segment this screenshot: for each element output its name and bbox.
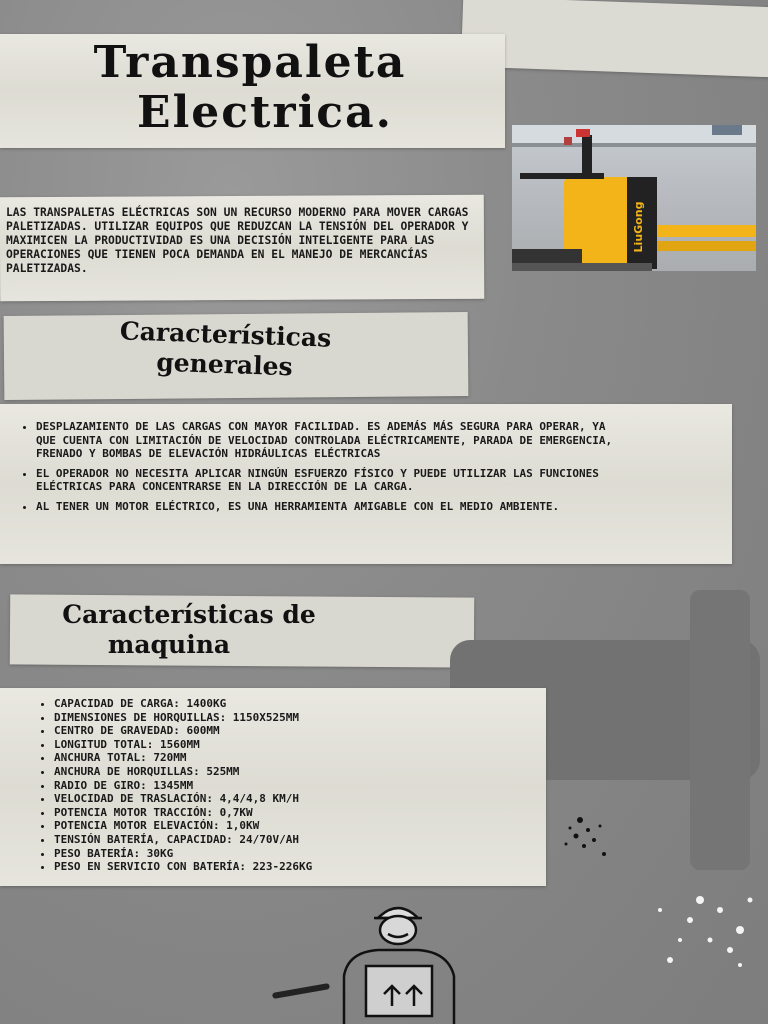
product-photo <box>512 125 756 271</box>
general-heading-line1: Características <box>119 316 332 353</box>
list-item: • EL OPERADOR NO NECESITA APLICAR NINGÚN ESFUERZO FÍSICO Y PUEDE UTILIZAR LAS FUNCIONES ELÉCTRICAS PARA CONCENTRARSE EN LA DIRECCIÓN DE LA CARGA. <box>36 467 616 494</box>
machine-heading <box>44 600 334 660</box>
list-item: • DIMENSIONES DE HORQUILLAS: 1150X525MM <box>54 711 474 725</box>
tape-strip-top-right <box>461 0 768 78</box>
list-item: • DESPLAZAMIENTO DE LAS CARGAS CON MAYOR FACILIDAD. ES ADEMÁS MÁS SEGURA PARA OPERAR, YA QUE CUENTA CON LIMITACIÓN DE VELOCIDAD CONTROLADA ELÉCTRICAMENTE, PARADA DE EMERGENCIA, FRENADO Y BOMBAS DE ELEVACIÓN HIDRÁULICAS ELÉCTRICAS <box>36 420 616 461</box>
list-item: • CENTRO DE GRAVEDAD: 600MM <box>54 724 474 738</box>
list-item: • LONGITUD TOTAL: 1560MM <box>54 738 474 752</box>
list-item: • PESO BATERÍA: 30KG <box>54 847 474 861</box>
intro-paragraph: LAS TRANSPALETAS ELÉCTRICAS SON UN RECURSO MODERNO PARA MOVER CARGAS PALETIZADAS. UTILIZAR EQUIPOS QUE REDUZCAN LA TENSIÓN DEL OPERADOR Y MAXIMICEN LA PRODUCTIVIDAD ES UNA DECISIÓN INTELIGENTE PARA LAS OPERACIONES QUE TIENEN POCA DEMANDA EN EL MANEJO DE MERCANCÍAS PALETIZADAS. <box>6 206 469 276</box>
page-title-line1: Transpaleta <box>93 37 407 88</box>
list-item: • TENSIÓN BATERÍA, CAPACIDAD: 24/70V/AH <box>54 833 474 847</box>
page-title-line2: Electrica. <box>137 87 393 138</box>
machine-heading-line2: maquina <box>107 630 231 659</box>
list-item: • PESO EN SERVICIO CON BATERÍA: 223-226KG <box>54 860 474 874</box>
ink-splatter-dots <box>540 800 768 980</box>
worker-carrying-box-icon <box>330 896 470 1024</box>
list-item: • RADIO DE GIRO: 1345MM <box>54 779 474 793</box>
list-item: • ANCHURA TOTAL: 720MM <box>54 751 474 765</box>
page-title <box>40 38 460 138</box>
brand-logo-text: LiuGong <box>632 201 645 253</box>
general-heading <box>89 315 361 384</box>
machine-heading-line1: Características de <box>62 600 316 629</box>
machine-spec-list <box>34 697 474 874</box>
scratch-mark <box>272 983 330 999</box>
general-feature-list <box>16 420 616 520</box>
pallet-truck-illustration <box>512 125 756 271</box>
list-item: • POTENCIA MOTOR TRACCIÓN: 0,7KW <box>54 806 474 820</box>
general-heading-line2: generales <box>155 347 294 382</box>
list-item: • POTENCIA MOTOR ELEVACIÓN: 1,0KW <box>54 819 474 833</box>
list-item: • CAPACIDAD DE CARGA: 1400KG <box>54 697 474 711</box>
list-item: • ANCHURA DE HORQUILLAS: 525MM <box>54 765 474 779</box>
list-item: • AL TENER UN MOTOR ELÉCTRICO, ES UNA HERRAMIENTA AMIGABLE CON EL MEDIO AMBIENTE. <box>36 500 616 514</box>
list-item: • VELOCIDAD DE TRASLACIÓN: 4,4/4,8 KM/H <box>54 792 474 806</box>
